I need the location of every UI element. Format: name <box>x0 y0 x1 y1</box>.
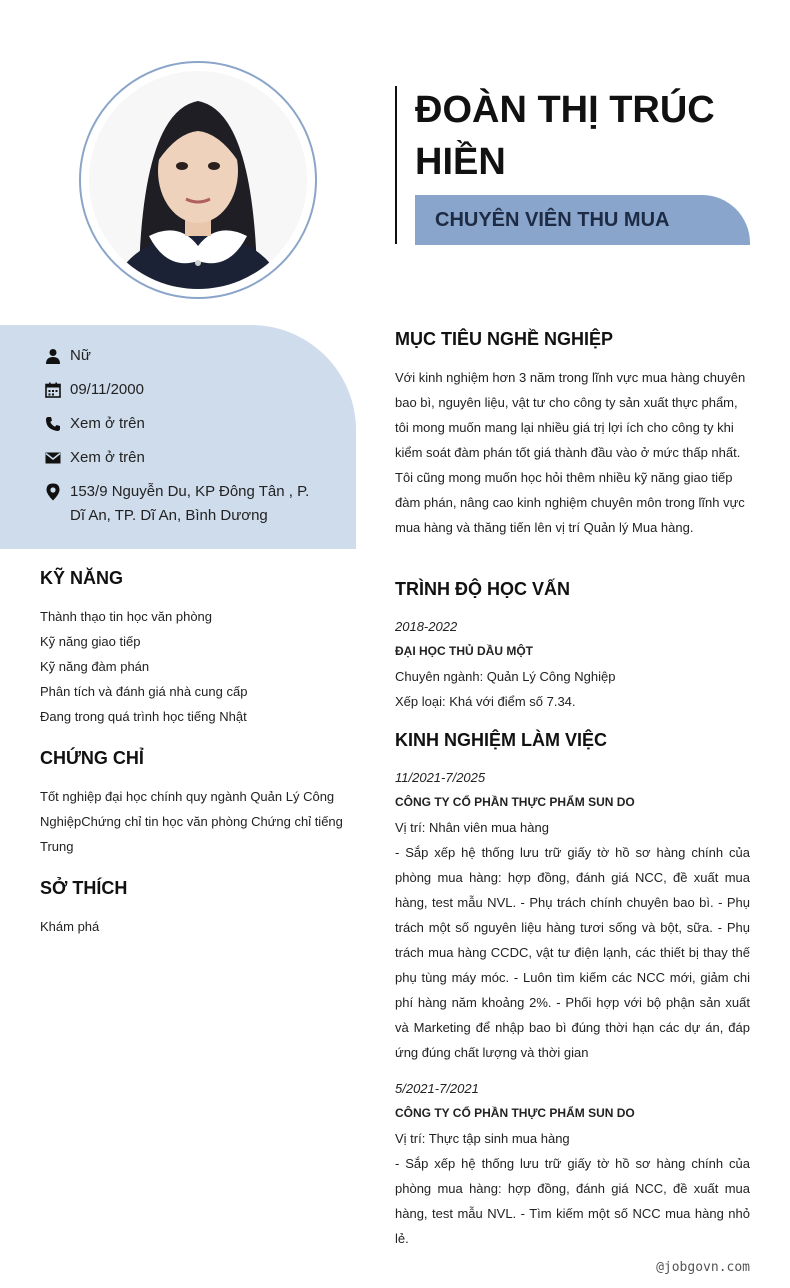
contact-address <box>44 480 320 528</box>
skill-item: Thành thạo tin học văn phòng <box>40 609 213 624</box>
objective-text: Với kinh nghiệm hơn 3 năm trong lĩnh vực mua hàng chuyên bao bì, nguyên liệu, vật tư cho công ty sản xuất thực phẩm, tôi mong muốn mang lại nhiều giá trị lợi ích cho công ty khi kiểm soát đàm phán tốt giá thành đầu vào ở mức thấp nhất. Tôi cũng mong muốn học hỏi thêm nhiều kỹ năng giao tiếp đàm phán, nâng cao kinh nghiệm chuyên môn trong lĩnh vực mua hàng và thăng tiến lên vị trí Quản lý Mua hàng. <box>395 370 746 535</box>
person-icon <box>44 344 62 368</box>
name-accent-bar <box>395 86 397 244</box>
experience-entry <box>395 765 750 1065</box>
experience-description: - Sắp xếp hệ thống lưu trữ giấy tờ hồ sơ hàng chính của phòng mua hàng: hợp đồng, đánh giá NCC, đề xuất mua hàng, test mẫu NVL. - Tìm kiếm một số NCC mua hàng nhỏ lẻ. <box>395 1156 750 1246</box>
watermark: @jobgovn.com <box>656 1260 750 1275</box>
education-school: ĐẠI HỌC THỦ DẦU MỘT <box>395 644 533 658</box>
experience-company: CÔNG TY CỔ PHẦN THỰC PHẨM SUN DO <box>395 1106 635 1120</box>
experience-period: 5/2021-7/2021 <box>395 1081 479 1096</box>
skills-list <box>40 604 350 729</box>
certificates-text: Tốt nghiệp đại học chính quy ngành Quản Lý Công NghiệpChứng chỉ tin học văn phòng Chứng chỉ tiếng Trung <box>40 789 343 854</box>
contact-email <box>44 446 320 470</box>
skills-title: KỸ NĂNG <box>40 568 124 588</box>
education-title: TRÌNH ĐỘ HỌC VẤN <box>395 579 570 599</box>
experience-company: CÔNG TY CỔ PHẦN THỰC PHẨM SUN DO <box>395 795 635 809</box>
contact-birthday <box>44 378 320 402</box>
experience-title: KINH NGHIỆM LÀM VIỆC <box>395 730 608 750</box>
education-entry <box>395 614 750 714</box>
calendar-icon <box>44 378 62 402</box>
candidate-name: ĐOÀN THỊ TRÚC HIỀN <box>415 89 715 183</box>
location-pin-icon <box>44 480 62 504</box>
contact-gender <box>44 344 320 368</box>
education-major: Chuyên ngành: Quản Lý Công Nghiệp <box>395 669 616 684</box>
experience-position: Vị trí: Thực tập sinh mua hàng <box>395 1131 570 1146</box>
avatar-photo <box>89 71 307 289</box>
objective-title: MỤC TIÊU NGHỀ NGHIỆP <box>395 329 614 349</box>
skill-item: Kỹ năng đàm phán <box>40 659 150 674</box>
email-value: Xem ở trên <box>70 449 145 466</box>
experience-period: 11/2021-7/2025 <box>395 770 486 785</box>
phone-value: Xem ở trên <box>70 415 145 432</box>
education-period: 2018-2022 <box>395 619 458 634</box>
address-value: 153/9 Nguyễn Du, KP Đông Tân , P. Dĩ An, TP. Dĩ An, Bình Dương <box>70 483 310 524</box>
skill-item: Đang trong quá trình học tiếng Nhật <box>40 709 247 724</box>
experience-entry <box>395 1076 750 1251</box>
job-title-badge <box>415 195 750 245</box>
contact-phone <box>44 412 320 436</box>
hobbies-text: Khám phá <box>40 919 100 934</box>
skill-item: Phân tích và đánh giá nhà cung cấp <box>40 684 248 699</box>
skill-item: Kỹ năng giao tiếp <box>40 634 141 649</box>
mail-icon <box>44 446 62 470</box>
avatar-frame <box>79 61 317 299</box>
avatar <box>89 71 307 289</box>
education-grade: Xếp loại: Khá với điểm số 7.34. <box>395 694 576 709</box>
experience-position: Vị trí: Nhân viên mua hàng <box>395 820 549 835</box>
birthday-value: 09/11/2000 <box>70 381 144 398</box>
certificates-title: CHỨNG CHỈ <box>40 748 144 768</box>
gender-value: Nữ <box>70 347 91 364</box>
job-title: CHUYÊN VIÊN THU MUA <box>435 209 670 231</box>
experience-description: - Sắp xếp hệ thống lưu trữ giấy tờ hồ sơ hàng chính của phòng mua hàng: hợp đồng, đánh giá NCC, đề xuất mua hàng, test mẫu NVL. - Phụ trách chính chuyên bao bì. - Phụ trách một số nguyên liệu hàng tươi sống và bột, sữa. - Phụ trách mua hàng CCDC, vật tư điện lạnh, các thiết bị thay thế phụ tùng máy móc. - Luôn tìm kiếm các NCC mới, giảm chi phí hàng năm khoảng 2%. - Phối hợp với bộ phận sản xuất và Marketing để nhập bao bì đúng thời hạn các dự án, đáp ứng đúng chất lượng và thời gian <box>395 845 750 1060</box>
hobbies-title: SỞ THÍCH <box>40 878 128 898</box>
phone-icon <box>44 412 62 436</box>
